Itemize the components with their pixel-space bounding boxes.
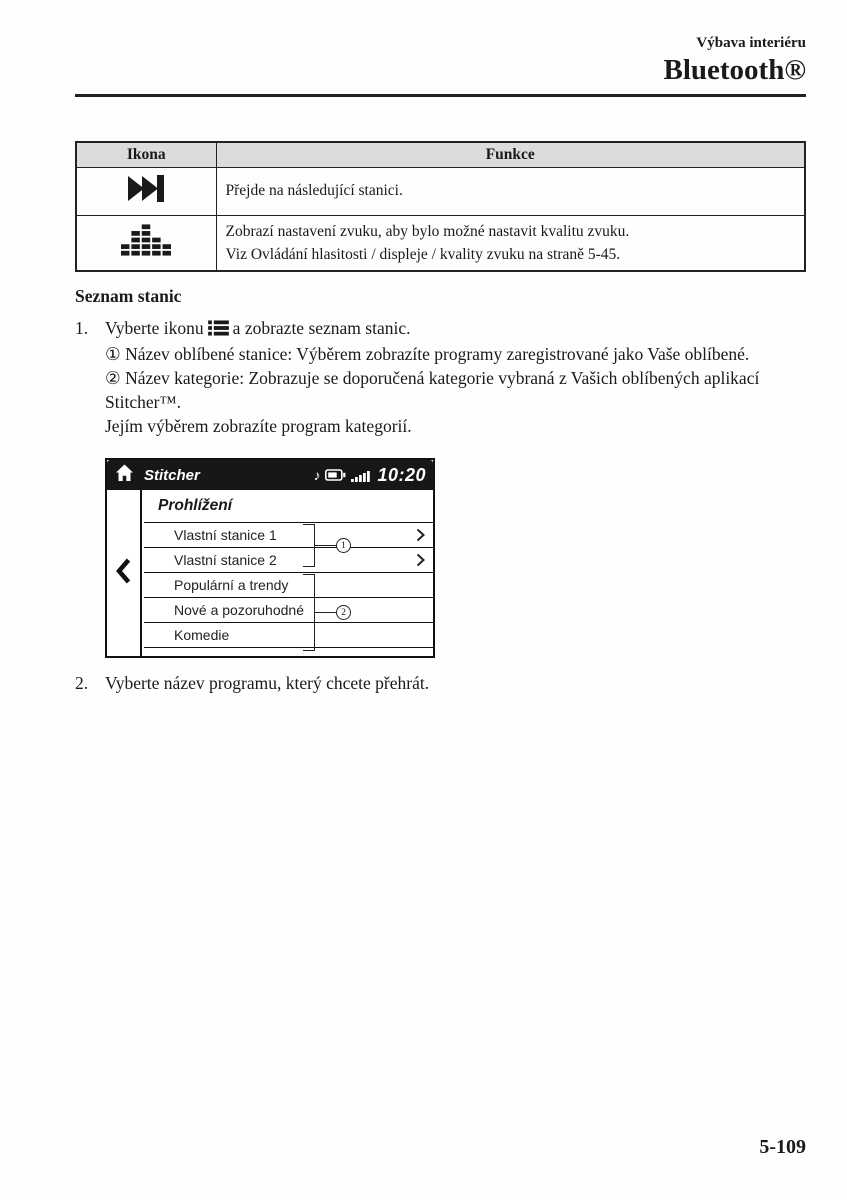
- list-item: [144, 623, 433, 648]
- list-item: [144, 573, 433, 598]
- back-arrow-icon: [116, 558, 131, 589]
- function-text: Zobrazí nastavení zvuku, aby bylo možné nastavit kvalitu zvuku.: [225, 222, 630, 240]
- function-text-reference: Viz Ovládání hlasitosti / displeje / kvality zvuku na straně 5-45.: [225, 245, 621, 263]
- table-header-row: [76, 142, 805, 167]
- callout-2-description: ② Název kategorie: Zobrazuje se doporučená kategorie vybraná z Vašich oblíbených aplikací Stitcher™.: [105, 368, 760, 412]
- list-item: [144, 598, 433, 623]
- step-2-text: Vyberte název programu, který chcete přehrát.: [105, 673, 430, 693]
- column-header-function: Funkce: [216, 142, 805, 167]
- battery-icon: [325, 469, 346, 481]
- status-bar: [107, 460, 433, 490]
- icon-function-table: [75, 141, 806, 272]
- callout-1-marker: 1: [336, 538, 351, 553]
- skip-next-icon: [124, 191, 168, 208]
- list-item-label: Vlastní stanice 1: [174, 527, 277, 543]
- list-item: [144, 548, 433, 573]
- page-title: Bluetooth®: [663, 54, 806, 86]
- step-1-text-before: Vyberte ikonu: [105, 318, 204, 338]
- chevron-right-icon: [416, 528, 425, 542]
- list-title: Prohlížení: [144, 490, 433, 523]
- column-header-icon: Ikona: [76, 142, 216, 167]
- home-icon: [114, 463, 135, 488]
- list-icon: [208, 318, 229, 342]
- clock: 10:20: [377, 464, 426, 485]
- back-column: [107, 490, 142, 656]
- step-2: [75, 671, 806, 695]
- app-title: Stitcher: [144, 466, 200, 484]
- callout-2-description-extra: Jejím výběrem zobrazíte program kategorií.: [105, 416, 412, 436]
- list-item-label: Populární a trendy: [174, 577, 289, 593]
- infotainment-screenshot: [105, 458, 435, 658]
- list-item-label: Komedie: [174, 627, 230, 643]
- chevron-right-icon: [416, 553, 425, 567]
- page-number: 5-109: [759, 1136, 806, 1158]
- section-title: Výbava interiéru: [696, 35, 806, 51]
- screen-body: [107, 490, 433, 656]
- step-number: 2.: [75, 673, 89, 693]
- function-text: Přejde na následující stanici.: [225, 182, 403, 200]
- table-row: [76, 167, 805, 215]
- page-header: [75, 34, 806, 97]
- header-rule: [75, 94, 806, 97]
- music-note-icon: ♪: [313, 467, 321, 483]
- sound-settings-equalizer-icon: [121, 243, 171, 260]
- callout-1-connector: [314, 545, 338, 546]
- list-item-label: Vlastní stanice 2: [174, 552, 277, 568]
- step-number: 1.: [75, 318, 89, 338]
- signal-strength-icon: [351, 469, 370, 482]
- step-1-notes: [105, 342, 806, 438]
- list-item: [144, 523, 433, 548]
- list-item-label: Nové a pozoruhodné: [174, 602, 304, 618]
- step-1-text-after: a zobrazte seznam stanic.: [232, 318, 411, 338]
- section-heading: Seznam stanic: [75, 286, 182, 306]
- table-row: [76, 215, 805, 271]
- step-1: [75, 316, 806, 342]
- callout-2-marker: 2: [336, 605, 351, 620]
- callout-2-connector: [314, 612, 338, 613]
- callout-1-description: ① Název oblíbené stanice: Výběrem zobrazíte programy zaregistrované jako Vaše oblíbené.: [105, 344, 750, 364]
